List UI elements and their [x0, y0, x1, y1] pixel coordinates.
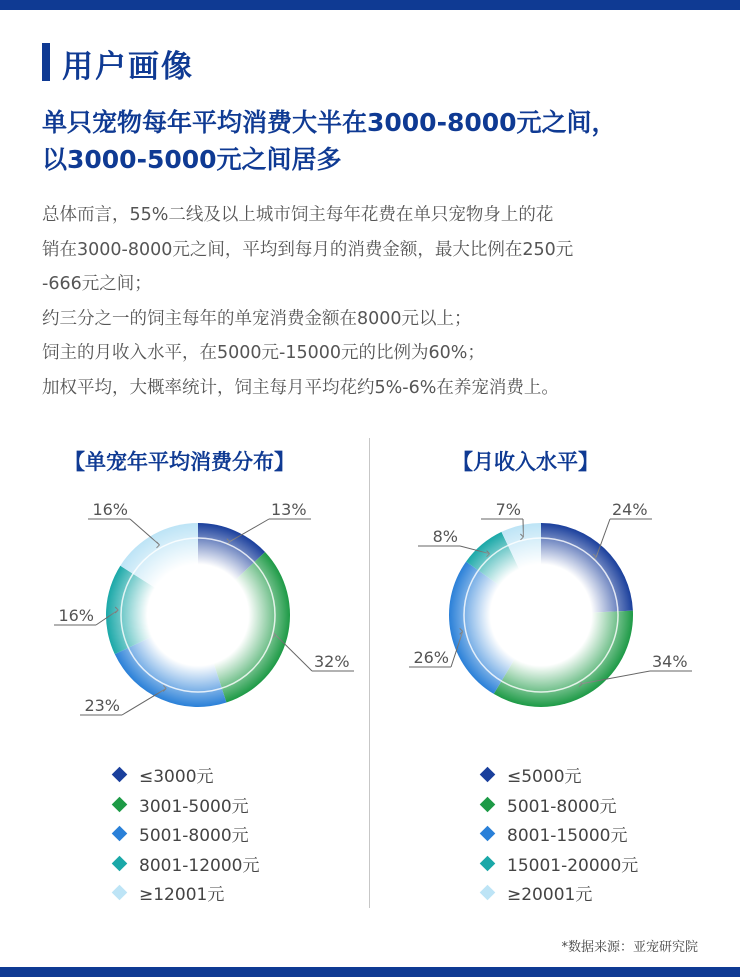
body-paragraph [42, 198, 702, 405]
legend-diamond-icon [112, 855, 128, 871]
legend-diamond-icon [480, 826, 496, 842]
legend-diamond-icon [112, 796, 128, 812]
legend-diamond-icon [480, 885, 496, 901]
body-line: -666元之间； [42, 274, 152, 294]
legend-item [112, 790, 259, 820]
legend-label: 8001-15000元 [507, 826, 628, 847]
legend-diamond-icon [112, 826, 128, 842]
legend-diamond-icon [480, 855, 496, 871]
legend-label: 8001-12000元 [139, 855, 260, 876]
legend-label: ≤3000元 [139, 767, 214, 788]
legend-income [480, 760, 638, 908]
legend-item [480, 849, 638, 879]
slice-value-label: 7% [495, 500, 521, 519]
body-line: 总体而言，55%二线及以上城市饲主每年花费在单只宠物身上的花 [42, 205, 554, 225]
slice-value-label: 34% [652, 652, 688, 671]
body-line: 饲主的月收入水平，在5000元-15000元的比例为60%； [42, 343, 485, 363]
body-line: 销在3000-8000元之间，平均到每月的消费金额，最大比例在250元 [42, 239, 574, 260]
legend-item [112, 760, 259, 790]
donut-chart-income [376, 495, 706, 730]
headline-line: 以3000-5000元之间居多 [42, 145, 342, 174]
headline-line: 单只宠物每年平均消费大半在3000-8000元之间， [42, 108, 617, 137]
legend-label: 15001-20000元 [507, 855, 639, 876]
chart-title-spending: 【单宠年平均消费分布】 [64, 450, 295, 474]
legend-label: ≥20001元 [507, 885, 593, 906]
chart-divider [369, 438, 370, 908]
legend-label: 3001-5000元 [139, 796, 249, 817]
legend-label: ≤5000元 [507, 767, 582, 788]
slice-value-label: 24% [612, 500, 648, 519]
headline [42, 104, 702, 178]
legend-item [112, 849, 259, 879]
donut-center-fade [106, 523, 290, 707]
legend-diamond-icon [480, 767, 496, 783]
legend-diamond-icon [480, 796, 496, 812]
legend-item [480, 819, 638, 849]
slice-value-label: 23% [84, 696, 120, 715]
top-border-bar [0, 0, 740, 10]
body-line: 约三分之一的饲主每年的单宠消费金额在8000元以上； [42, 308, 472, 329]
donut-center-fade [449, 523, 633, 707]
legend-item [480, 878, 638, 908]
chart-title-income: 【月收入水平】 [452, 450, 599, 474]
legend-item [480, 760, 638, 790]
donut-chart-spending [33, 495, 363, 730]
slice-value-label: 13% [271, 500, 307, 519]
bottom-border-bar [0, 967, 740, 977]
legend-spending [112, 760, 259, 908]
legend-diamond-icon [112, 885, 128, 901]
legend-diamond-icon [112, 767, 128, 783]
legend-label: ≥12001元 [139, 885, 225, 906]
legend-label: 5001-8000元 [507, 796, 617, 817]
section-marker [42, 43, 50, 81]
data-source-note: *数据来源：亚宠研究院 [561, 940, 698, 955]
section-title: 用户画像 [62, 49, 194, 85]
legend-item [480, 790, 638, 820]
legend-item [112, 878, 259, 908]
body-line: 加权平均，大概率统计，饲主每月平均花约5%-6%在养宠消费上。 [42, 377, 559, 398]
slice-value-label: 32% [314, 652, 350, 671]
slice-value-label: 16% [58, 606, 94, 625]
legend-label: 5001-8000元 [139, 826, 249, 847]
slice-value-label: 16% [92, 500, 128, 519]
slice-value-label: 8% [432, 527, 458, 546]
legend-item [112, 819, 259, 849]
slice-value-label: 26% [413, 648, 449, 667]
